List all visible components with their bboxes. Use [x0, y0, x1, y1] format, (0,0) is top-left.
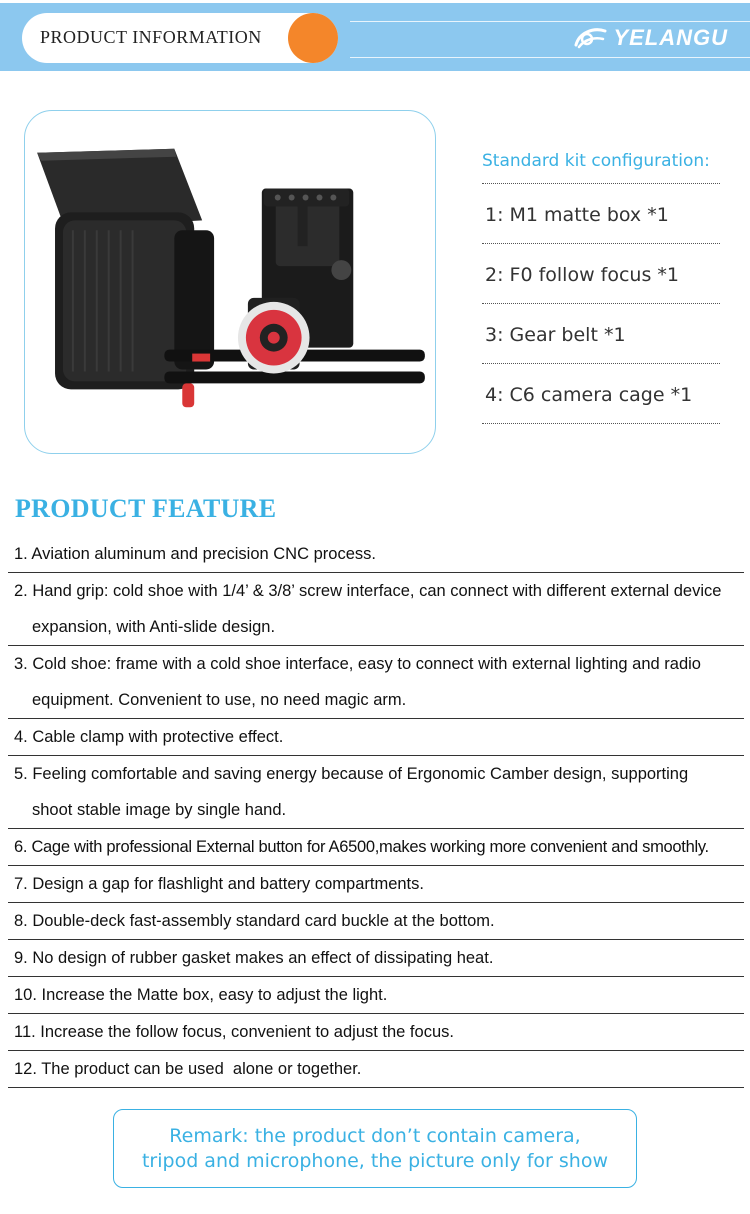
feature-text: 4. Cable clamp with protective effect. — [14, 728, 284, 746]
feature-text: 10. Increase the Matte box, easy to adjust the light. — [14, 986, 388, 1004]
feature-text-continued: equipment. Convenient to use, no need magic arm. — [32, 691, 407, 709]
feature-item — [8, 940, 744, 977]
brand-swirl-icon — [573, 25, 607, 51]
header-bar — [0, 3, 750, 71]
header-divider-bottom — [350, 57, 750, 58]
feature-section-title: PRODUCT FEATURE — [15, 494, 277, 523]
feature-text: 9. No design of rubber gasket makes an effect of dissipating heat. — [14, 949, 494, 967]
brand-name: YELANGU — [613, 25, 728, 50]
kit-item: 2: F0 follow focus *1 — [482, 244, 720, 304]
feature-text: 8. Double-deck fast-assembly standard card buckle at the bottom. — [14, 912, 495, 930]
feature-list — [8, 536, 744, 1088]
camera-rig-photo — [25, 111, 435, 453]
feature-item — [8, 903, 744, 940]
feature-item — [8, 829, 744, 866]
remark-box — [113, 1109, 637, 1188]
remark-text-line-2: tripod and microphone, the picture only for show — [141, 1150, 609, 1172]
product-photo-frame — [24, 110, 436, 454]
feature-item — [8, 573, 744, 646]
kit-configuration — [482, 148, 720, 424]
feature-text: 3. Cold shoe: frame with a cold shoe interface, easy to connect with external lighting and radio — [14, 655, 701, 673]
feature-text: 12. The product can be used alone or together. — [14, 1060, 362, 1078]
feature-item — [8, 1014, 744, 1051]
orange-dot-decoration — [288, 13, 338, 63]
kit-item: 3: Gear belt *1 — [482, 304, 720, 364]
feature-item — [8, 719, 744, 756]
feature-text: 7. Design a gap for flashlight and battery compartments. — [14, 875, 424, 893]
kit-item: 4: C6 camera cage *1 — [482, 364, 720, 424]
feature-text: 1. Aviation aluminum and precision CNC process. — [14, 545, 376, 563]
feature-item — [8, 866, 744, 903]
feature-text: 5. Feeling comfortable and saving energy because of Ergonomic Camber design, supporting — [14, 765, 689, 783]
brand-logo — [573, 25, 728, 51]
feature-item — [8, 1051, 744, 1088]
feature-item — [8, 977, 744, 1014]
feature-item — [8, 536, 744, 573]
header-title-pill — [22, 13, 338, 63]
feature-item — [8, 646, 744, 719]
kit-title: Standard kit configuration: — [482, 148, 720, 184]
feature-item — [8, 756, 744, 829]
kit-item: 1: M1 matte box *1 — [482, 184, 720, 244]
remark-text-line-1: Remark: the product don’t contain camera, — [169, 1125, 581, 1147]
page-title: PRODUCT INFORMATION — [40, 27, 262, 47]
header-divider-top — [350, 21, 750, 22]
feature-text: 11. Increase the follow focus, convenient to adjust the focus. — [14, 1023, 454, 1041]
feature-text: 2. Hand grip: cold shoe with 1/4’ & 3/8’ screw interface, can connect with different external device — [14, 582, 722, 600]
feature-text-continued: shoot stable image by single hand. — [32, 801, 287, 819]
feature-text: 6. Cage with professional External button for A6500,makes working more convenient and smoothly. — [14, 838, 709, 856]
feature-text-continued: expansion, with Anti-slide design. — [32, 618, 276, 636]
